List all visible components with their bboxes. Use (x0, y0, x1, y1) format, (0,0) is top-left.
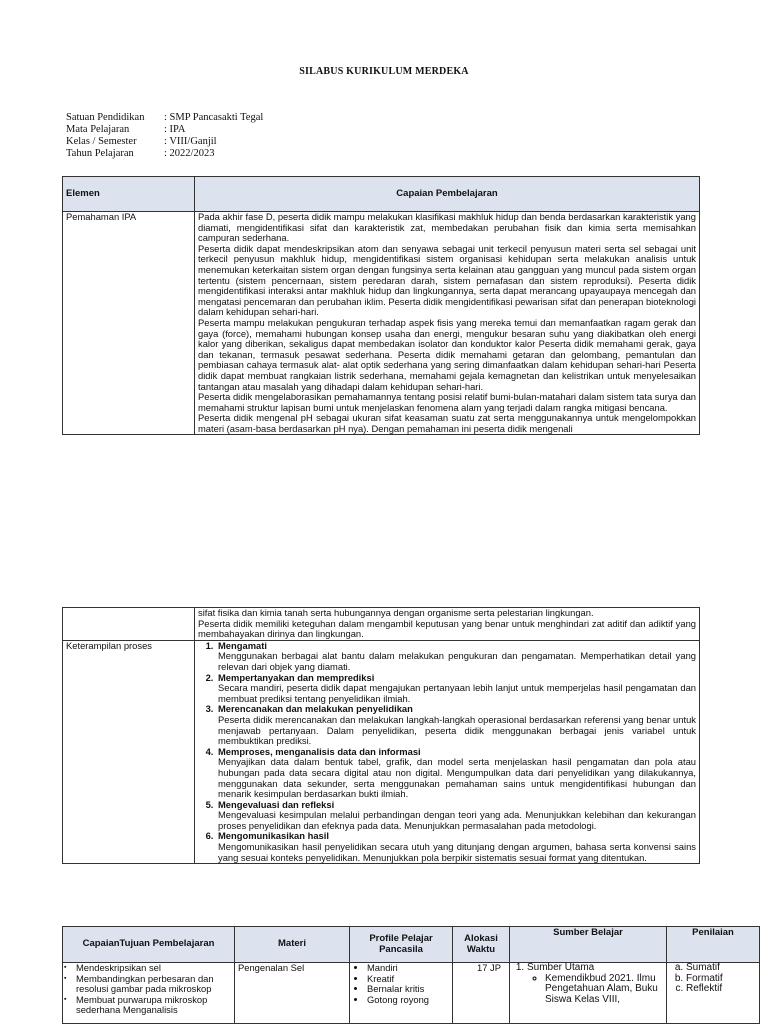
meta-value: : VIII/Ganjil (164, 136, 217, 147)
header-tujuan: CapaianTujuan Pembelajaran (63, 927, 235, 963)
list-item: ▪ Membuat purwarupa mikroskop sederhana Menganalisis (66, 995, 231, 1016)
sumber-main: Sumber Utama (527, 962, 595, 973)
header-alokasi: Alokasi Waktu (453, 927, 510, 963)
list-item (216, 673, 696, 705)
step-title: Merencanakan dan melakukan penyelidikan (218, 703, 413, 715)
meta-value: : IPA (164, 124, 186, 135)
step-body: Menggunakan berbagai alat bantu dalam melakukan pengukuran dan pengamatan. Memperhatikan detail yang relevan dari objek yang diamati. (218, 650, 696, 672)
step-title: Mengomunikasikan hasil (218, 830, 329, 842)
list-item: a. Sumatif (686, 963, 756, 974)
list-item: ◦ Kemendikbud 2021. Ilmu Pengetahuan Alam, Buku Siswa Kelas VIII, (545, 974, 663, 1006)
list-item: ▪ Membandingkan perbesaran dan resolusi gambar pada mikroskop (66, 974, 231, 995)
header-profil: Profile Pelajar Pancasila (350, 927, 453, 963)
list-item: ▪ Mendeskripsikan sel (66, 963, 231, 974)
step-body: Peserta didik merencanakan dan melakukan langkah-langkah operasional berdasarkan referensi yang benar untuk menjawab pertanyaan. Dalam penyelidikan, peserta didik menggunakan berbagai jenis variabel untuk membuktikan prediksi. (218, 713, 696, 747)
header-elemen: Elemen (63, 177, 195, 212)
list-item: b. Formatif (686, 974, 756, 985)
sumber-sublist (527, 974, 663, 1006)
header-capaian: Capaian Pembelajaran (195, 177, 700, 212)
capaian-text (195, 212, 700, 435)
sumber-list (513, 963, 663, 1005)
meta-key: Mata Pelajaran (66, 124, 130, 135)
penilaian-list (670, 963, 756, 995)
step-body: Menyajikan data dalam bentuk tabel, grafik, dan model serta menjelaskan hasil pengamatan dan pola atau hubungan pada data secara digital atau non digital. Mengumpulkan data dari penyelidikan yang dilakukannya, menggunakan data sekunder, serta menggunakan pemahaman sains untuk mengidentifikasi hubungan dan menarik kesimpulan berdasarkan bukti ilmiah. (218, 756, 696, 800)
step-title: Mengamati (218, 639, 267, 651)
table-row (63, 212, 700, 435)
list-item (216, 800, 696, 832)
capaian-table-continued (62, 607, 700, 864)
list-item: • Kreatif (367, 974, 449, 985)
table-header-row (63, 177, 700, 212)
identity-block (66, 112, 263, 160)
meta-key: Kelas / Semester (66, 136, 137, 147)
header-penilaian: Penilaian (667, 927, 760, 963)
table-row (63, 640, 700, 863)
list-item: • Bernalar kritis (367, 984, 449, 995)
capaian-table (62, 176, 700, 435)
meta-value: : 2022/2023 (164, 148, 215, 159)
table-header-row (63, 927, 760, 963)
tujuan-table (62, 926, 760, 1024)
paragraph: Peserta mampu melakukan pengukuran terhadap aspek fisis yang mereka temui dan memanfaatkan ragam gerak dan gaya (force), memahami hubungan konsep usaha dan energi, mengukur besaran suhu yang diakibatkan oleh energi kalor yang diberikan, sekaligus dapat membedakan isolator dan konduktor kalor Peserta didik memahami gerak, gaya dan tekanan, termasuk pesawat sederhana. Peserta didik memahami getaran dan gelombang, pemantulan dan pembiasan cahaya termasuk alat- alat optik sederhana yang sering dimanfaatkan dalam kehidupan sehari-hari Peserta didik dapat membuat rangkaian listrik sederhana, memahami gejala kemagnetan dan kelistrikan untuk menyelesaikan tantangan atau masalah yang dihadapi dalam kehidupan sehari-hari. (198, 316, 696, 392)
list-item: • Mandiri (367, 963, 449, 974)
penilaian-cell (667, 963, 760, 1024)
meta-row (66, 112, 263, 124)
list-item (216, 831, 696, 863)
profil-cell (350, 963, 453, 1024)
keterampilan-list (195, 640, 700, 863)
meta-row (66, 124, 263, 136)
document-title: SILABUS KURIKULUM MERDEKA (299, 66, 469, 77)
row-label: Pemahaman IPA (63, 212, 195, 435)
alokasi-cell: 17 JP (453, 963, 510, 1024)
list-item (216, 747, 696, 800)
step-body: Secara mandiri, peserta didik dapat mengajukan pertanyaan lebih lanjut untuk memperjelas hasil pengamatan dan membuat prediksi tentang penyelidikan ilmiah. (218, 682, 696, 704)
row-label: Keterampilan proses (63, 640, 195, 863)
step-body: Mengevaluasi kesimpulan melalui perbandingan dengan teori yang ada. Menunjukkan kelebihan dan kekurangan proses penyelidikan dan efeknya pada data. Menunjukkan permasalahan pada metodologi. (218, 809, 696, 831)
list-item (527, 963, 663, 1005)
meta-row (66, 148, 263, 160)
paragraph: Peserta didik mengenal pH sebagai ukuran sifat keasaman suatu zat serta menggunakannya untuk mengelompokkan materi (asam-basa berdasarkan pH nya). Dengan pemahaman ini peserta didik mengenali (198, 412, 696, 434)
paragraph: Peserta didik memiliki keteguhan dalam mengambil keputusan yang benar untuk menghindari zat aditif dan adiktif yang membahayakan dirinya dan lingkungan. (198, 617, 696, 640)
header-sumber: Sumber Belajar (510, 927, 667, 963)
meta-value: : SMP Pancasakti Tegal (164, 112, 264, 123)
list-item (216, 641, 696, 673)
list-item (216, 704, 696, 746)
paragraph: Peserta didik mengelaborasikan pemahamannya tentang posisi relatif bumi-bulan-matahari dalam sistem tata surya dan memahami struktur lapisan bumi untuk menjelaskan fenomena alam yang terjadi dalam rangka mitigasi bencana. (198, 391, 696, 413)
steps-list (198, 641, 696, 863)
meta-key: Satuan Pendidikan (66, 112, 145, 123)
step-title: Memproses, menganalisis data dan informasi (218, 745, 421, 757)
list-item: c. Reflektif (686, 984, 756, 995)
tujuan-list (66, 963, 231, 1016)
table-row (63, 608, 700, 641)
meta-key: Tahun Pelajaran (66, 148, 134, 159)
table-row (63, 963, 760, 1024)
paragraph: Pada akhir fase D, peserta didik mampu melakukan klasifikasi makhluk hidup dan benda berdasarkan karakteristik yang diamati, mengidentifikasi sifat dan karakteristik zat, membedakan perubahan fisik dan kimia serta memisahkan campuran sederhana. (198, 211, 696, 244)
list-item: • Gotong royong (367, 995, 449, 1006)
continued-text (195, 608, 700, 641)
meta-row (66, 136, 263, 148)
row-label-empty (63, 608, 195, 641)
step-title: Mempertanyakan dan memprediksi (218, 671, 375, 683)
header-materi: Materi (235, 927, 350, 963)
step-title: Mengevaluasi dan refleksi (218, 798, 335, 810)
tujuan-cell (63, 963, 235, 1024)
materi-cell: Pengenalan Sel (235, 963, 350, 1024)
step-body: Mengomunikasikan hasil penyelidikan secara utuh yang ditunjang dengan argumen, bahasa serta konvensi sains yang sesuai konteks penyelidikan. Menunjukkan pola berpikir sistematis sesuai format yang ditentukan. (218, 841, 696, 863)
profil-list (353, 963, 449, 1005)
paragraph: Peserta didik dapat mendeskripsikan atom dan senyawa sebagai unit terkecil penyusun materi serta sel sebagai unit terkecil penyusun makhluk hidup, mengidentifikasi sistem organisasi kehidupan serta melakukan analisis untuk menemukan keterkaitan sistem organ dengan fungsinya serta kelainan atau gangguan yang muncul pada sistem organ tertentu (sistem pencernaan, sistem peredaran darah, sistem pernafasan dan sistem reproduksi). Peserta didik mengidentifikasi interaksi antar makhluk hidup dan lingkungannya, serta dapat merancang upayaupaya mencegah dan mengatasi pencemaran dan perubahan iklim. Peserta didik mengidentifikasi pewarisan sifat dan penerapan bioteknologi dalam kehidupan sehari-hari. (198, 242, 696, 318)
sumber-cell (510, 963, 667, 1024)
paragraph: sifat fisika dan kimia tanah serta hubungannya dengan organisme serta pelestarian lingkungan. (198, 607, 594, 618)
